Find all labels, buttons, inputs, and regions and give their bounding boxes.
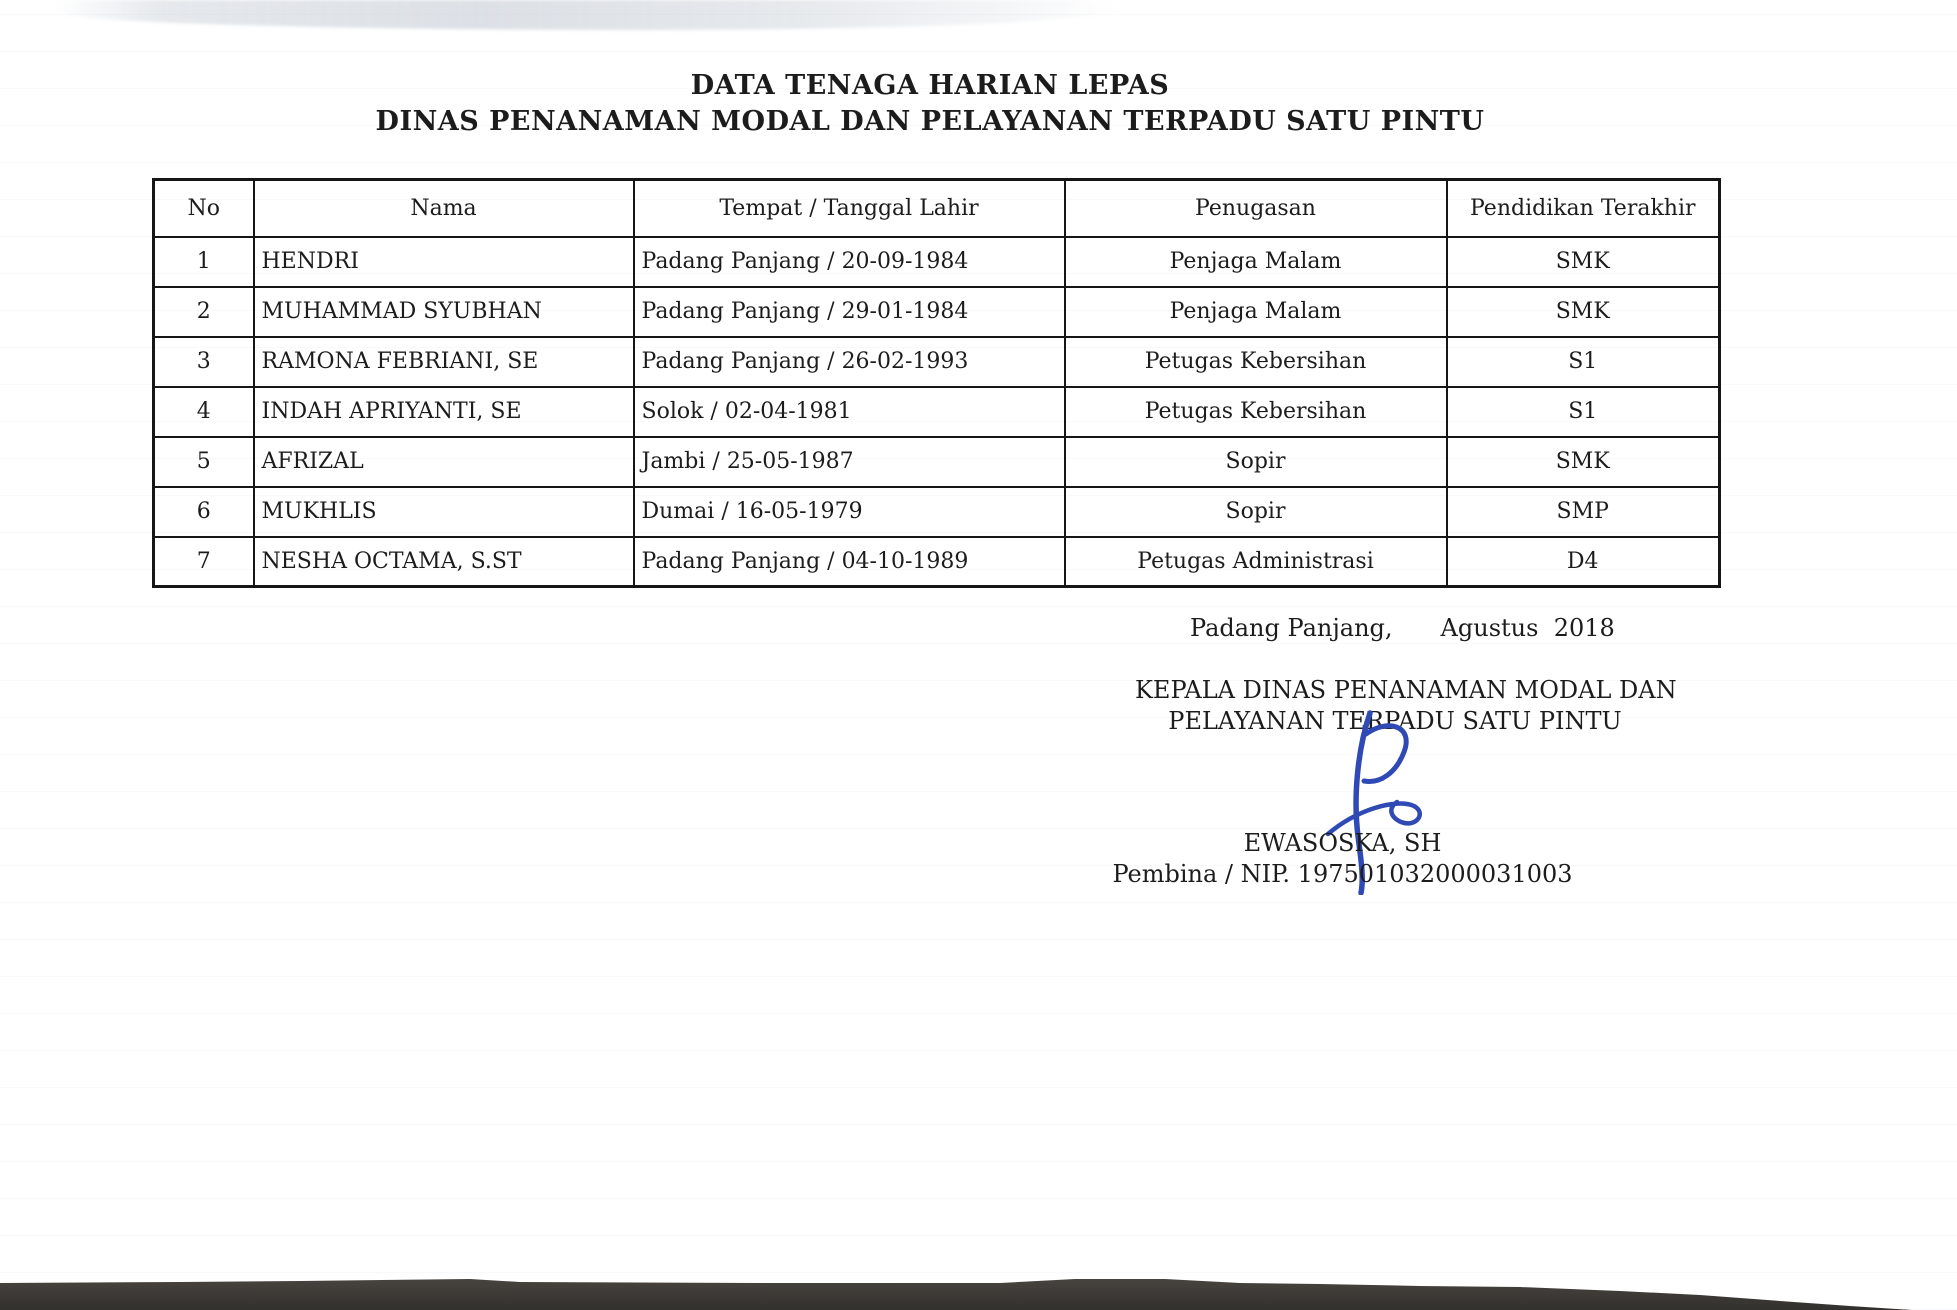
cell-pendidikan: SMK [1447, 237, 1720, 287]
cell-penugasan: Petugas Kebersihan [1065, 337, 1447, 387]
cell-nama: HENDRI [254, 237, 634, 287]
cell-pendidikan: SMK [1447, 287, 1720, 337]
cell-pendidikan: S1 [1447, 337, 1720, 387]
cell-penugasan: Sopir [1065, 437, 1447, 487]
cell-nama: MUHAMMAD SYUBHAN [254, 287, 634, 337]
cell-pendidikan: S1 [1447, 387, 1720, 437]
table-row [154, 237, 1720, 287]
signature-office-line2: PELAYANAN TERPADU SATU PINTU [1168, 707, 1622, 735]
cell-penugasan: Penjaga Malam [1065, 237, 1447, 287]
header-no: No [154, 180, 254, 237]
scan-artifact-bottom-band [0, 1272, 1957, 1310]
cell-nama: MUKHLIS [254, 487, 634, 537]
cell-penugasan: Penjaga Malam [1065, 287, 1447, 337]
table-row [154, 437, 1720, 487]
signature-place: Padang Panjang, [1190, 614, 1393, 642]
signature-date: Agustus 2018 [1440, 614, 1615, 642]
table-row [154, 337, 1720, 387]
cell-ttl: Dumai / 16-05-1979 [634, 487, 1065, 537]
cell-nama: AFRIZAL [254, 437, 634, 487]
cell-no: 3 [154, 337, 254, 387]
table-header-row [154, 180, 1720, 237]
cell-nama: INDAH APRIYANTI, SE [254, 387, 634, 437]
cell-ttl: Padang Panjang / 26-02-1993 [634, 337, 1065, 387]
cell-ttl: Solok / 02-04-1981 [634, 387, 1065, 437]
table-row [154, 487, 1720, 537]
employee-table [152, 178, 1721, 588]
signature-office-line1: KEPALA DINAS PENANAMAN MODAL DAN [1135, 676, 1677, 704]
signature-stroke-loop [1364, 726, 1406, 782]
document-title-line1: DATA TENAGA HARIAN LEPAS [690, 70, 1170, 101]
signatory-rank-nip: Pembina / NIP. 197501032000031003 [1112, 860, 1573, 888]
cell-nama: RAMONA FEBRIANI, SE [254, 337, 634, 387]
header-tempat-tanggal-lahir: Tempat / Tanggal Lahir [634, 180, 1065, 237]
cell-pendidikan: D4 [1447, 537, 1720, 587]
cell-no: 7 [154, 537, 254, 587]
cell-no: 4 [154, 387, 254, 437]
cell-ttl: Padang Panjang / 29-01-1984 [634, 287, 1065, 337]
cell-no: 2 [154, 287, 254, 337]
signature-place-date [1190, 614, 1615, 642]
table-row [154, 287, 1720, 337]
document-title-line2: DINAS PENANAMAN MODAL DAN PELAYANAN TERPADU SATU PINTU [375, 106, 1485, 137]
cell-pendidikan: SMP [1447, 487, 1720, 537]
cell-no: 1 [154, 237, 254, 287]
cell-no: 6 [154, 487, 254, 537]
table-row [154, 537, 1720, 587]
header-penugasan: Penugasan [1065, 180, 1447, 237]
cell-ttl: Jambi / 25-05-1987 [634, 437, 1065, 487]
cell-ttl: Padang Panjang / 20-09-1984 [634, 237, 1065, 287]
cell-nama: NESHA OCTAMA, S.ST [254, 537, 634, 587]
cell-penugasan: Petugas Kebersihan [1065, 387, 1447, 437]
cell-no: 5 [154, 437, 254, 487]
header-nama: Nama [254, 180, 634, 237]
signatory-name: EWASOSKA, SH [1243, 829, 1442, 857]
scan-artifact-top-smudge [55, 0, 1120, 30]
cell-penugasan: Petugas Administrasi [1065, 537, 1447, 587]
cell-ttl: Padang Panjang / 04-10-1989 [634, 537, 1065, 587]
cell-pendidikan: SMK [1447, 437, 1720, 487]
cell-penugasan: Sopir [1065, 487, 1447, 537]
table-row [154, 387, 1720, 437]
bottom-band-shape [0, 1279, 1912, 1310]
header-pendidikan-terakhir: Pendidikan Terakhir [1447, 180, 1720, 237]
